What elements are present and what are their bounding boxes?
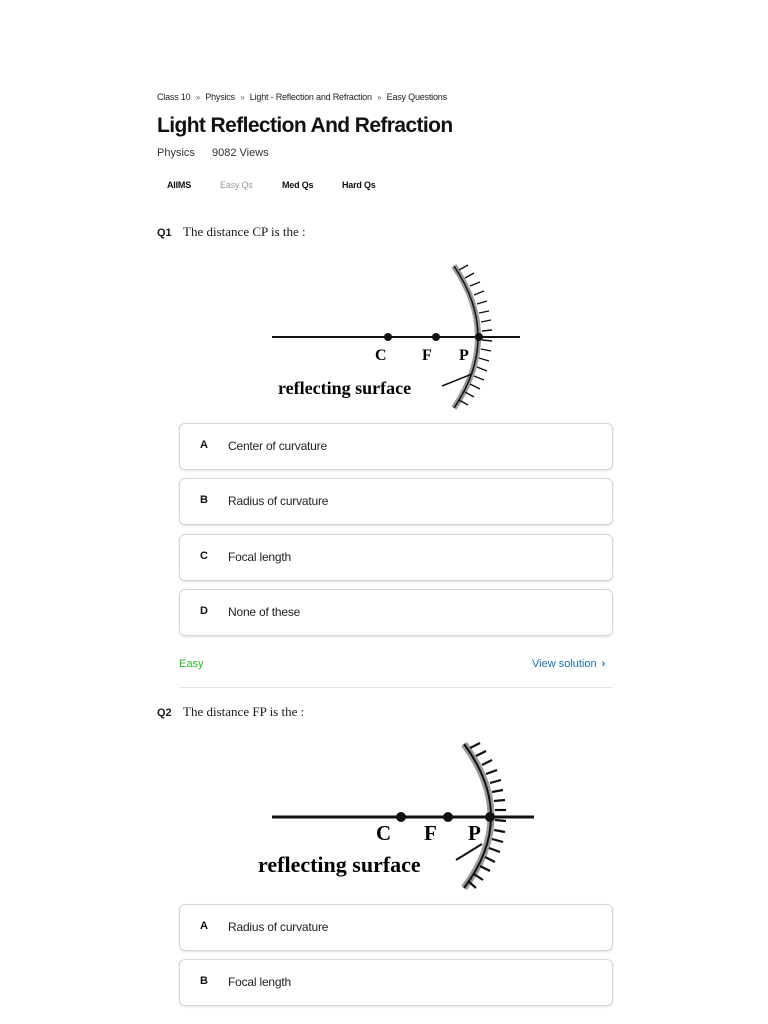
option-text: Center of curvature [228, 439, 327, 453]
option-letter: D [200, 605, 208, 617]
point-f-label: F [422, 347, 432, 364]
question-1 [157, 224, 306, 240]
subject-label[interactable]: Physics [157, 147, 195, 159]
point-c-label: C [375, 347, 387, 364]
reflecting-surface-caption: reflecting surface [278, 378, 412, 398]
page-meta [157, 147, 269, 159]
breadcrumb-separator: » [240, 93, 245, 102]
mirror-diagram-2 [252, 738, 542, 894]
breadcrumb-separator: » [195, 93, 200, 102]
question-text: The distance FP is the : [183, 704, 305, 719]
point-f-dot [432, 333, 440, 341]
point-f-label: F [424, 821, 437, 845]
difficulty-badge: Easy [179, 658, 204, 670]
tab-easy-qs[interactable]: Easy Qs [220, 180, 253, 190]
breadcrumb-physics[interactable]: Physics [205, 92, 235, 102]
option-letter: B [200, 975, 208, 987]
point-c-dot [384, 333, 392, 341]
view-solution-label: View solution [532, 658, 597, 670]
tab-aiims[interactable]: AIIMS [167, 180, 192, 190]
tab-med-qs[interactable]: Med Qs [282, 180, 314, 190]
option-letter: C [200, 550, 208, 562]
question-number: Q1 [157, 227, 172, 239]
question-text: The distance CP is the : [183, 224, 306, 239]
page-title: Light Reflection And Refraction [157, 114, 453, 137]
question-2 [157, 704, 304, 720]
option-text: Focal length [228, 975, 291, 989]
breadcrumb-separator: » [377, 93, 382, 102]
option-text: Radius of curvature [228, 494, 329, 508]
breadcrumb-chapter[interactable]: Light - Reflection and Refraction [249, 92, 372, 102]
option-letter: B [200, 494, 208, 506]
views-count: 9082 Views [211, 147, 269, 159]
caption-pointer [456, 844, 482, 860]
tab-hard-qs[interactable]: Hard Qs [342, 180, 376, 190]
breadcrumb [157, 92, 447, 102]
option-text: None of these [228, 605, 301, 619]
point-p-dot [475, 333, 483, 341]
breadcrumb-easy-questions[interactable]: Easy Questions [386, 92, 447, 102]
point-c-label: C [376, 821, 392, 845]
option-text: Radius of curvature [228, 920, 329, 934]
q1-option-a[interactable] [179, 423, 613, 470]
q2-option-b[interactable] [179, 959, 613, 1006]
q1-option-b[interactable] [179, 478, 613, 525]
option-letter: A [200, 439, 208, 451]
question-divider [179, 687, 613, 688]
option-letter: A [200, 920, 208, 932]
option-text: Focal length [228, 550, 291, 564]
reflecting-surface-caption: reflecting surface [258, 852, 421, 877]
point-p-label: P [468, 821, 481, 845]
q1-option-d[interactable] [179, 589, 613, 636]
question-number: Q2 [157, 707, 172, 719]
point-p-label: P [459, 347, 469, 364]
point-f-dot [443, 812, 453, 822]
view-solution-link[interactable] [532, 658, 605, 670]
mirror-diagram-1 [260, 258, 540, 416]
point-c-dot [396, 812, 406, 822]
breadcrumb-class-10[interactable]: Class 10 [157, 92, 191, 102]
q2-option-a[interactable] [179, 904, 613, 951]
chevron-right-icon: › [601, 658, 606, 670]
point-p-dot [485, 812, 495, 822]
q1-option-c[interactable] [179, 534, 613, 581]
